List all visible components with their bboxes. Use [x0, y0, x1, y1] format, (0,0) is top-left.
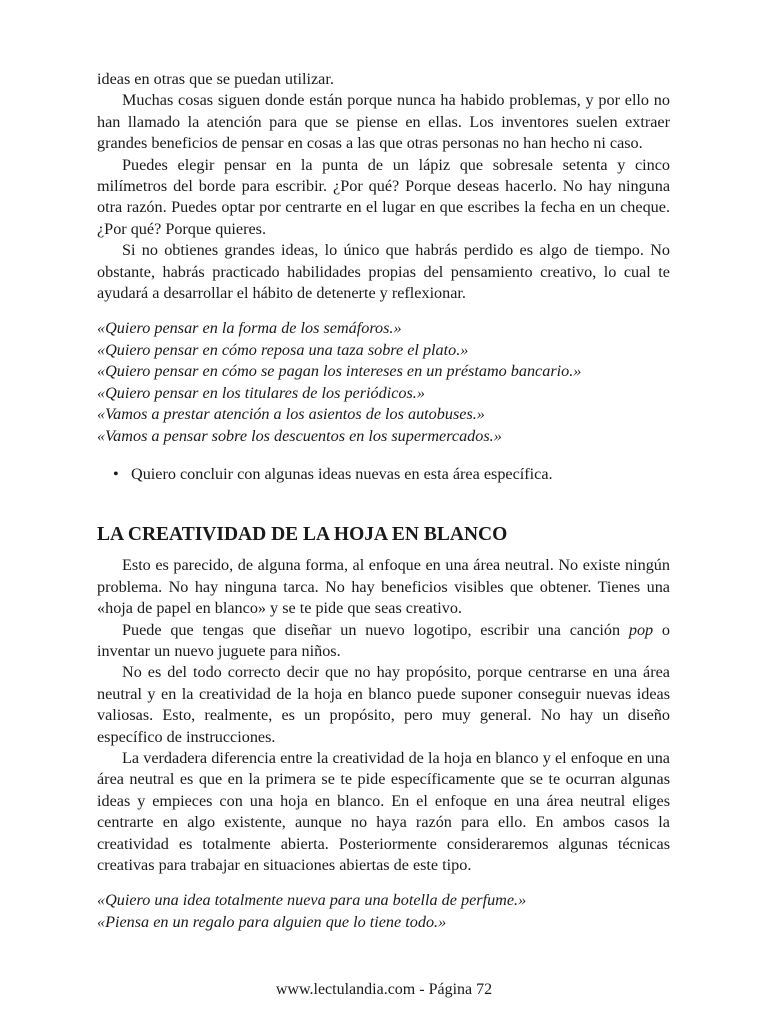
paragraph: Muchas cosas siguen donde están porque nunca ha habido problemas, y por ello no han llamado la atención para que se piense en ellas. Los inventores suelen extraer grandes beneficios de pensar en cosas a las que otras personas no han hecho ni caso. [97, 91, 670, 153]
paragraph: No es del todo correcto decir que no hay propósito, porque centrarse en una área neutral y en la creatividad de la hoja en blanco puede suponer conseguir nuevas ideas valiosas. Esto, realmente, es un propósito, pero muy general. No hay un diseño específico de instrucciones. [97, 663, 670, 746]
paragraph: Puedes elegir pensar en la punta de un lápiz que sobresale setenta y cinco milímetros del borde para escribir. ¿Por qué? Porque deseas hacerlo. No hay ninguna otra razón. Puedes optar por centrarte en el lugar en que escribes la fecha en un cheque. ¿Por qué? Porque quieres. [97, 155, 670, 238]
quote-line: «Quiero una idea totalmente nueva para una botella de perfume.» [97, 891, 527, 910]
quote-line: «Quiero pensar en cómo se pagan los intereses en un préstamo bancario.» [97, 362, 582, 381]
quote-list [97, 890, 670, 933]
bullet-icon: • [113, 464, 119, 483]
bullet-text: Quiero concluir con algunas ideas nuevas en esta área específica. [131, 464, 553, 483]
paragraph [97, 620, 670, 663]
quote-line: «Quiero pensar en la forma de los semáforos.» [97, 319, 402, 338]
footer-text: www.lectulandia.com - Página 72 [275, 981, 493, 998]
bullet-list [97, 464, 670, 485]
bullet-item [113, 464, 670, 485]
page-footer [0, 980, 768, 1000]
paragraph: Si no obtienes grandes ideas, lo único que habrás perdido es algo de tiempo. No obstante, habrás practicado habilidades propias del pensamiento creativo, lo cual te ayudará a desarrollar el hábito de detenerte y reflexionar. [97, 241, 670, 303]
page-content [97, 69, 670, 933]
paragraph-text: o inventar un nuevo juguete para niños. [97, 620, 671, 660]
quote-list [97, 318, 670, 446]
paragraph: La verdadera diferencia entre la creatividad de la hoja en blanco y el enfoque en una área neutral es que en la primera se te pide específicamente que se te ocurran algunas ideas y empieces con una hoja en blanco. En el enfoque en una área neutral eliges centrarte en algo existente, aunque no haya razón para ello. En ambos casos la creatividad es totalmente abierta. Posteriormente consideraremos algunas técnicas creativas para trabajar en situaciones abiertas de este tipo. [97, 748, 670, 874]
paragraph: Esto es parecido, de alguna forma, al enfoque en una área neutral. No existe ningún problema. No hay ninguna tarca. No hay beneficios visibles que obtener. Tienes una «hoja de papel en blanco» y se te pide que seas creativo. [97, 556, 670, 618]
quote-line: «Vamos a pensar sobre los descuentos en los supermercados.» [97, 426, 502, 445]
section-heading: LA CREATIVIDAD DE LA HOJA EN BLANCO [97, 524, 508, 546]
emphasis-text: pop [628, 620, 654, 639]
paragraph: ideas en otras que se puedan utilizar. [97, 70, 334, 88]
paragraph-text: Puede que tengas que diseñar un nuevo logotipo, escribir una canción [122, 620, 629, 639]
quote-line: «Piensa en un regalo para alguien que lo tiene todo.» [97, 912, 447, 931]
quote-line: «Quiero pensar en cómo reposa una taza sobre el plato.» [97, 340, 469, 359]
quote-line: «Vamos a prestar atención a los asientos de los autobuses.» [97, 405, 485, 424]
quote-line: «Quiero pensar en los titulares de los periódicos.» [97, 383, 425, 402]
